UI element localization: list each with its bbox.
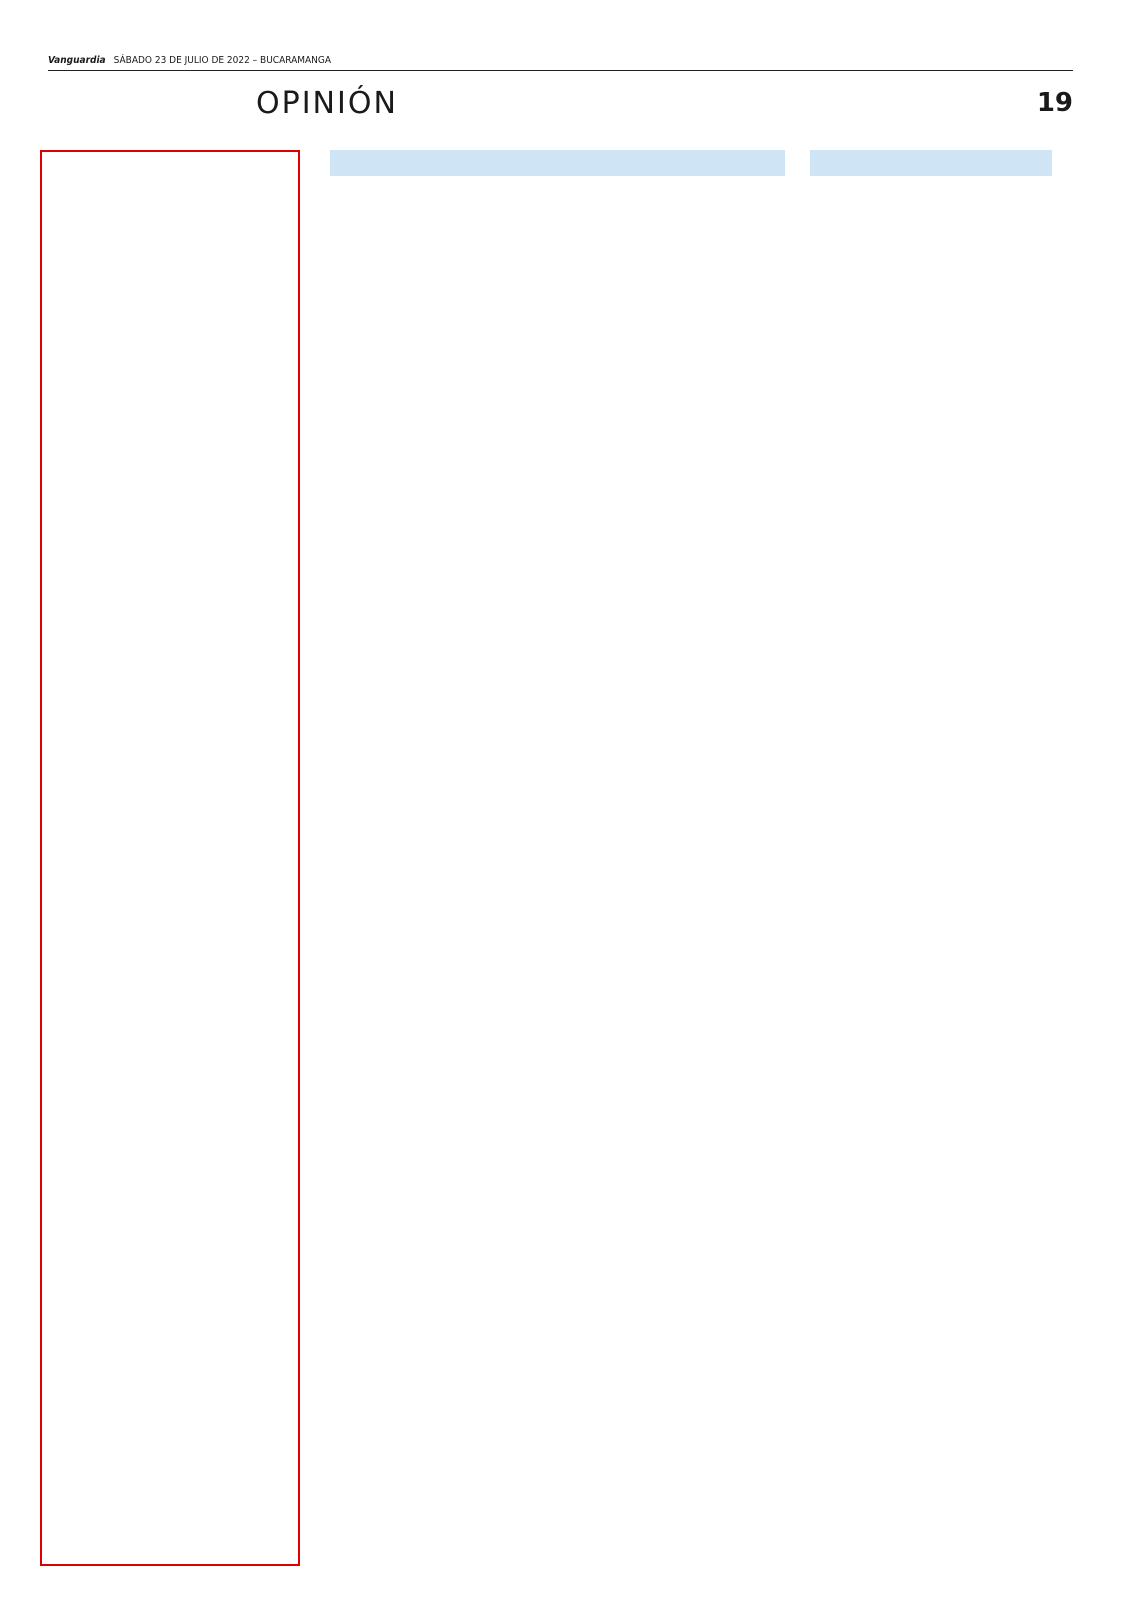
author-band [810, 150, 1052, 176]
brand-logo: Vanguardia [48, 55, 106, 66]
page-number: 19 [1036, 88, 1073, 118]
dateline: SÁBADO 23 DE JULIO DE 2022 – BUCARAMANGA [113, 55, 331, 66]
section-title: OPINIÓN [256, 86, 398, 121]
center-column [330, 150, 785, 1566]
left-column [40, 150, 300, 1566]
masthead-line [48, 55, 1073, 71]
cartoon-band [330, 150, 785, 176]
right-column [810, 150, 1052, 1566]
